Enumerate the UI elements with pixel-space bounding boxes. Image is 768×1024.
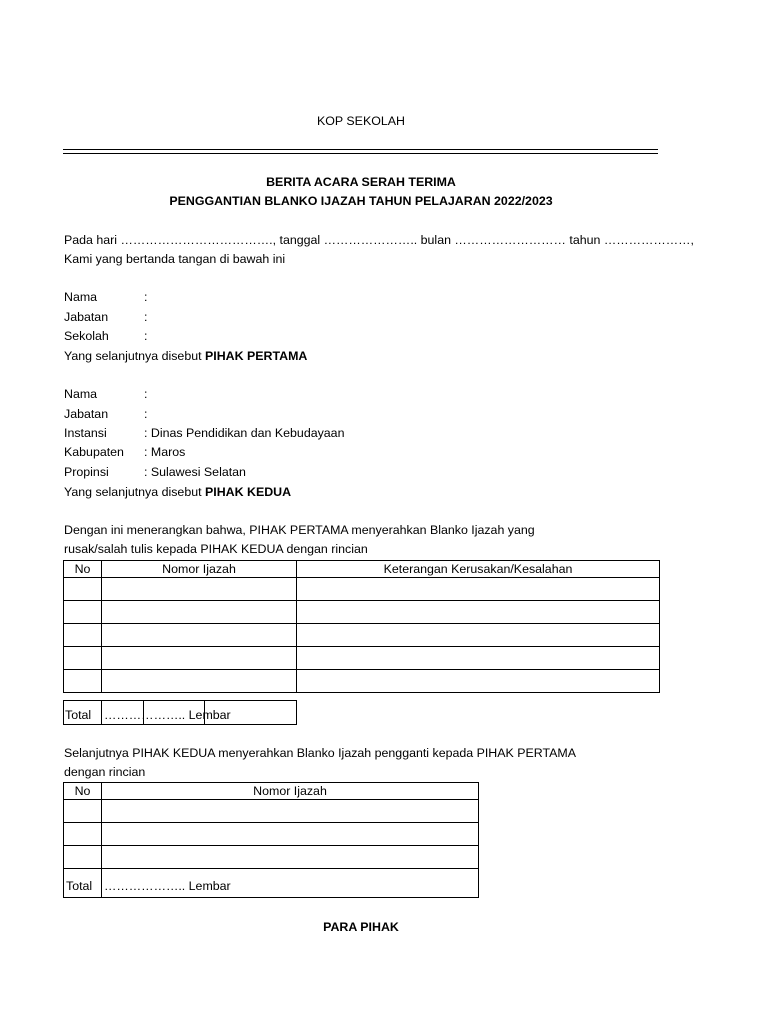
section-two-text-line2: dengan rincian	[64, 765, 146, 779]
table-cell[interactable]	[102, 647, 297, 670]
section-one-text-line2: rusak/salah tulis kepada PIHAK KEDUA dengan rincian	[64, 542, 368, 556]
header-certificate-number: Nomor Ijazah	[102, 783, 479, 800]
total-value: ……………….. Lembar	[104, 708, 231, 722]
total-label: Total	[64, 869, 102, 898]
table-cell[interactable]	[297, 670, 660, 693]
parties-heading: PARA PIHAK	[323, 920, 399, 934]
table-cell[interactable]	[102, 624, 297, 647]
table-cell[interactable]	[64, 823, 102, 846]
table-row	[64, 670, 660, 693]
document-subtitle: PENGGANTIAN BLANKO IJAZAH TAHUN PELAJARAN 2022/2023	[169, 194, 553, 208]
party-two-name-value: :	[144, 387, 148, 401]
header-no: No	[64, 783, 102, 800]
table-cell[interactable]	[64, 670, 102, 693]
table-cell[interactable]	[64, 846, 102, 869]
party-two-position-value: :	[144, 407, 148, 421]
party-two-province-label: Propinsi	[64, 465, 109, 479]
header-no: No	[64, 561, 102, 578]
table-cell[interactable]	[297, 647, 660, 670]
party-two-regency-label: Kabupaten	[64, 445, 124, 459]
table-cell[interactable]	[64, 624, 102, 647]
table-cell[interactable]	[64, 800, 102, 823]
party-one-school-label: Sekolah	[64, 329, 109, 343]
header-rule-bottom	[63, 153, 658, 154]
table-cell[interactable]	[64, 578, 102, 601]
document-title: BERITA ACARA SERAH TERIMA	[266, 175, 456, 189]
party-two-agency-label: Instansi	[64, 426, 107, 440]
table-cell[interactable]	[297, 578, 660, 601]
table-cell[interactable]	[102, 846, 479, 869]
party-one-school-value: :	[144, 329, 148, 343]
table-cell[interactable]	[297, 624, 660, 647]
table-cell[interactable]	[102, 800, 479, 823]
table-header-row	[64, 561, 660, 578]
table-header-row	[64, 783, 479, 800]
party-two-agency-value: : Dinas Pendidikan dan Kebudayaan	[144, 426, 345, 440]
table-total-row	[64, 869, 479, 898]
section-one-text-line1: Dengan ini menerangkan bahwa, PIHAK PERTAMA menyerahkan Blanko Ijazah yang	[64, 523, 535, 537]
table-row	[64, 846, 479, 869]
header-certificate-number: Nomor Ijazah	[102, 561, 297, 578]
party-two-name-label: Nama	[64, 387, 98, 401]
table-row	[64, 578, 660, 601]
table-row	[64, 601, 660, 624]
table-row	[64, 800, 479, 823]
party-two-designation-prefix: Yang selanjutnya disebut	[64, 485, 205, 499]
table-row	[64, 823, 479, 846]
party-two-designation	[64, 486, 291, 498]
intro-statement: Kami yang bertanda tangan di bawah ini	[64, 252, 286, 266]
total-label: Total	[65, 708, 92, 722]
replacement-blanks-table	[63, 782, 479, 898]
table-cell[interactable]	[102, 823, 479, 846]
section-two-text-line1: Selanjutnya PIHAK KEDUA menyerahkan Blanko Ijazah pengganti kepada PIHAK PERTAMA	[64, 746, 576, 760]
party-one-designation-name: PIHAK PERTAMA	[205, 349, 308, 363]
party-two-regency-value: : Maros	[144, 445, 186, 459]
party-two-designation-name: PIHAK KEDUA	[205, 485, 292, 499]
total-divider	[101, 701, 102, 724]
party-one-designation	[64, 350, 307, 362]
table-cell[interactable]	[102, 578, 297, 601]
party-one-designation-prefix: Yang selanjutnya disebut	[64, 349, 205, 363]
table-cell[interactable]	[102, 670, 297, 693]
party-one-position-value: :	[144, 310, 148, 324]
damaged-blanks-total-row	[63, 700, 297, 725]
header-rule-top	[63, 149, 658, 150]
party-one-name-label: Nama	[64, 290, 98, 304]
table-row	[64, 624, 660, 647]
table-row	[64, 647, 660, 670]
table-cell[interactable]	[297, 601, 660, 624]
party-two-position-label: Jabatan	[64, 407, 109, 421]
intro-date-line: Pada hari ………………………………., tanggal ………………….. bulan ……………………… tahun …………………,	[64, 233, 694, 247]
table-cell[interactable]	[102, 601, 297, 624]
party-one-position-label: Jabatan	[64, 310, 109, 324]
total-value: ……………….. Lembar	[102, 869, 479, 898]
table-cell[interactable]	[64, 601, 102, 624]
damaged-blanks-table	[63, 560, 660, 693]
party-one-name-value: :	[144, 290, 148, 304]
header-damage-description: Keterangan Kerusakan/Kesalahan	[297, 561, 660, 578]
party-two-province-value: : Sulawesi Selatan	[144, 465, 246, 479]
table-cell[interactable]	[64, 647, 102, 670]
letterhead: KOP SEKOLAH	[317, 114, 405, 128]
